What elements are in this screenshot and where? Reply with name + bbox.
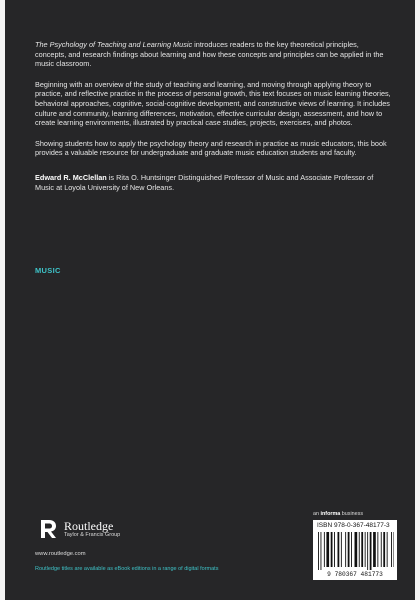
- routledge-logo-icon: [35, 516, 61, 542]
- blurb: [35, 40, 391, 203]
- barcode-bar: [394, 532, 395, 567]
- barcode-bar: [338, 532, 340, 567]
- barcode-bar: [367, 532, 368, 570]
- author-bio: [35, 173, 391, 192]
- barcode-bar: [365, 532, 366, 567]
- informa-tag: [313, 511, 363, 517]
- barcode-bar: [334, 532, 335, 567]
- barcode-bar: [391, 532, 392, 567]
- barcode-bar: [321, 532, 322, 570]
- isbn-label: ISBN 978-0-367-48177-3: [317, 522, 390, 529]
- barcode-bar: [326, 532, 329, 567]
- barcode-bar: [341, 532, 342, 567]
- barcode-bar: [370, 532, 372, 570]
- blurb-paragraph-3: Showing students how to apply the psychology theory and research in practice as music educators, this book provides a valuable resource for undergraduate and graduate music education students and faculty.: [35, 138, 387, 158]
- barcode-bar: [355, 532, 358, 567]
- ebook-note: Routledge titles are available as eBook editions in a range of digital formats: [35, 566, 219, 572]
- publisher-url[interactable]: www.routledge.com: [35, 551, 86, 557]
- publisher-name: Routledge: [64, 518, 114, 533]
- barcode-bar: [381, 532, 382, 567]
- isbn-digits: 9 780367 481773: [327, 571, 383, 578]
- informa-suffix: business: [340, 511, 364, 517]
- blurb-paragraph-2: Beginning with an overview of the study of teaching and learning, and moving through applying theory to practice, and reflective practice in the process of personal growth, this text focuses on music learning theories, behavioral approaches, cognitive, social-cognitive development, and constructive views of learning. It includes culture and community, learning differences, motivation, effective curricular design, assessment, and how to create learning environments, illustrated by practical case studies, projects, exercises, and photos.: [35, 79, 391, 128]
- author-bio-text: is Rita O. Huntsinger Distinguished Professor of Music and Associate Professor of Music at Loyola University of New Orleans.: [35, 172, 374, 192]
- barcode-bar: [373, 532, 376, 567]
- barcode-bar: [387, 532, 388, 567]
- publisher-block: [35, 516, 235, 557]
- barcode-bar: [377, 532, 378, 567]
- informa-prefix: an: [313, 511, 321, 517]
- blurb-paragraph-1: [35, 40, 391, 69]
- blurb-paragraph-1-text: introduces readers to the key theoretical principles, concepts, and research findings about learning and how these concepts and principles can be applied in the music classroom.: [35, 40, 384, 69]
- barcode-bar: [345, 532, 346, 567]
- author-name: Edward R. McClellan: [35, 172, 107, 182]
- barcode-bar: [361, 532, 363, 567]
- barcode-bar: [318, 532, 319, 570]
- barcode-bar: [359, 532, 360, 567]
- back-cover: [5, 0, 415, 600]
- publisher-logo: [35, 516, 235, 542]
- subject-category: MUSIC: [35, 266, 61, 275]
- book-title: The Psychology of Teaching and Learning Music: [35, 40, 193, 49]
- publisher-group: Taylor & Francis Group: [64, 531, 121, 538]
- barcode-bar: [331, 532, 333, 567]
- barcode-panel: [313, 520, 397, 580]
- barcode-icon: [316, 532, 394, 578]
- barcode-bar: [383, 532, 385, 567]
- barcode-bar: [351, 532, 352, 567]
- informa-brand: informa: [320, 511, 341, 517]
- publisher-wordmark: [64, 520, 120, 539]
- barcode-bar: [324, 532, 325, 567]
- barcode-bar: [348, 532, 350, 567]
